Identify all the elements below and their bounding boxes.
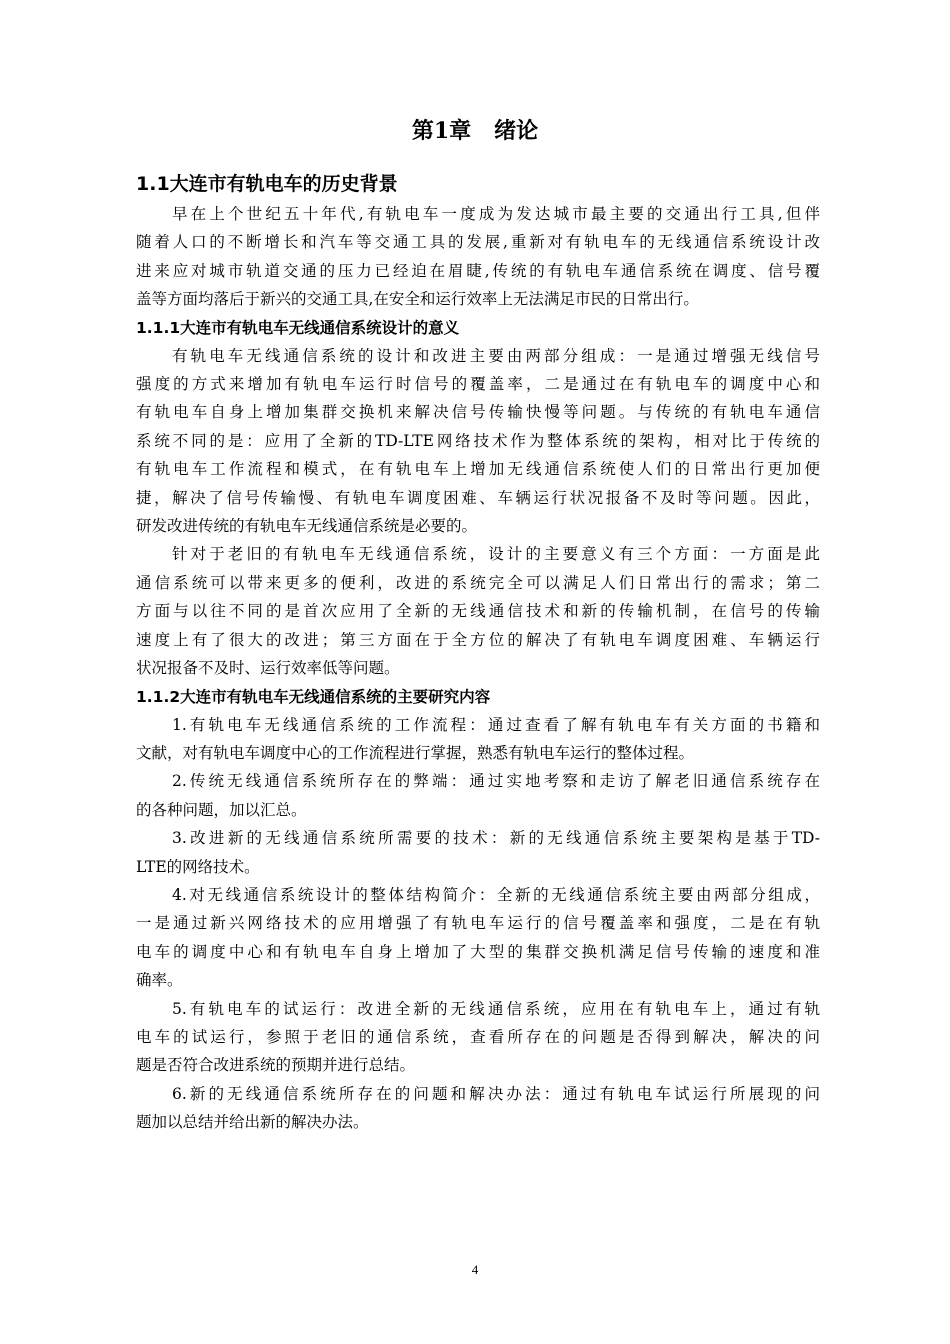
- text-line: 随着人口的不断增长和汽车等交通工具的发展,重新对有轨电车的无线通信系统设计改: [136, 233, 820, 252]
- text-line: 方面与以往不同的是首次应用了全新的无线通信技术和新的传输机制，在信号的传输: [136, 602, 820, 621]
- text-line: 题加以总结并给出新的解决办法。: [136, 1113, 369, 1132]
- text-line: 早在上个世纪五十年代,有轨电车一度成为发达城市最主要的交通出行工具,但伴: [172, 205, 820, 223]
- text-line: 电车的调度中心和有轨电车自身上增加了大型的集群交换机满足信号传输的速度和准: [136, 942, 820, 961]
- text-line: 3.改进新的无线通信系统所需要的技术：新的无线通信系统主要架构是基于TD-: [172, 829, 820, 848]
- chapter-title: 第1章 绪论: [411, 118, 539, 144]
- text-line: 4.对无线通信系统设计的整体结构简介：全新的无线通信系统主要由两部分组成，: [172, 885, 820, 904]
- text-line: 系统不同的是：应用了全新的TD-LTE网络技术作为整体系统的架构，相对比于传统的: [136, 431, 820, 450]
- research-item-3: [136, 824, 820, 881]
- text-line: 5.有轨电车的试运行：改进全新的无线通信系统，应用在有轨电车上，通过有轨: [172, 999, 820, 1018]
- paragraph-significance-2: [136, 540, 820, 682]
- paragraph-significance-1: [136, 342, 820, 541]
- text-line: 2.传统无线通信系统所存在的弊端：通过实地考察和走访了解老旧通信系统存在: [172, 772, 820, 791]
- research-item-6: [136, 1080, 820, 1137]
- text-line: 题是否符合改进系统的预期并进行总结。: [136, 1056, 416, 1075]
- page-number: 4: [471, 1262, 479, 1277]
- text-line: 电车的试运行，参照于老旧的通信系统，查看所存在的问题是否得到解决，解决的问: [136, 1027, 820, 1046]
- text-line: 捷，解决了信号传输慢、有轨电车调度困难、车辆运行状况报备不及时等问题。因此，: [136, 488, 820, 507]
- text-line: 有轨电车无线通信系统的设计和改进主要由两部分组成：一是通过增强无线信号: [172, 346, 820, 365]
- text-line: LTE的网络技术。: [136, 857, 260, 876]
- research-item-2: [136, 767, 820, 824]
- text-line: 针对于老旧的有轨电车无线通信系统，设计的主要意义有三个方面：一方面是此: [172, 545, 820, 564]
- page-body: [136, 168, 820, 1137]
- text-line: 速度上有了很大的改进；第三方面在于全方位的解决了有轨电车调度困难、车辆运行: [136, 630, 820, 649]
- section-heading-1-1-2: 1.1.2大连市有轨电车无线通信系统的主要研究内容: [136, 687, 491, 706]
- text-line: 强度的方式来增加有轨电车运行时信号的覆盖率，二是通过在有轨电车的调度中心和: [136, 375, 820, 394]
- text-line: 6.新的无线通信系统所存在的问题和解决办法：通过有轨电车试运行所展现的问: [172, 1084, 820, 1103]
- text-line: 盖等方面均落后于新兴的交通工具,在安全和运行效率上无法满足市民的日常出行。: [136, 290, 699, 309]
- research-item-4: [136, 881, 820, 995]
- section-heading-1-1: 1.1大连市有轨电车的历史背景: [136, 173, 398, 195]
- text-line: 的各种问题，加以汇总。: [136, 800, 307, 819]
- text-line: 文献，对有轨电车调度中心的工作流程进行掌握，熟悉有轨电车运行的整体过程。: [136, 743, 695, 762]
- text-line: 通信系统可以带来更多的便利，改进的系统完全可以满足人们日常出行的需求；第二: [136, 573, 820, 592]
- research-item-5: [136, 995, 820, 1080]
- text-line: 进来应对城市轨道交通的压力已经迫在眉睫,传统的有轨电车通信系统在调度、信号覆: [136, 261, 820, 280]
- text-line: 状况报备不及时、运行效率低等问题。: [136, 659, 400, 678]
- paragraph-history-background: [136, 200, 820, 314]
- text-line: 1.有轨电车无线通信系统的工作流程：通过查看了解有轨电车有关方面的书籍和: [172, 715, 820, 734]
- text-line: 有轨电车自身上增加集群交换机来解决信号传输快慢等问题。与传统的有轨电车通信: [136, 403, 820, 422]
- section-heading-1-1-1: 1.1.1大连市有轨电车无线通信系统设计的意义: [136, 318, 460, 337]
- text-line: 一是通过新兴网络技术的应用增强了有轨电车运行的信号覆盖率和强度，二是在有轨: [136, 914, 820, 933]
- research-item-1: [136, 711, 820, 768]
- text-line: 有轨电车工作流程和模式，在有轨电车上增加无线通信系统使人们的日常出行更加便: [136, 460, 820, 479]
- text-line: 确率。: [136, 971, 183, 990]
- text-line: 研发改进传统的有轨电车无线通信系统是必要的。: [136, 517, 478, 536]
